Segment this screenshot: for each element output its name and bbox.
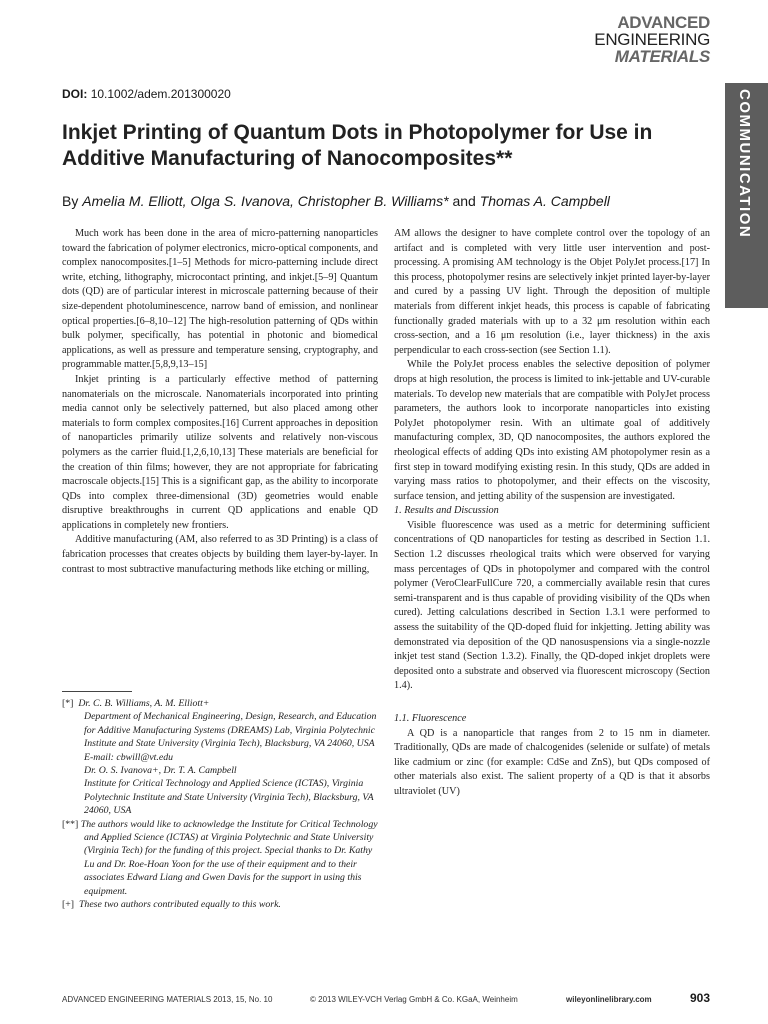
footnote-line: Department of Mechanical Engineering, Design, Research, and Education for Additive Manufacturing Systems (DREAMS) Lab, Virginia Polytechnic Institute and State University (Virginia Tech), Blacksburg, VA 24060, USA: [84, 711, 377, 750]
footnote-divider: [62, 691, 132, 692]
subsection-heading: 1.1. Fluorescence: [394, 713, 467, 724]
byline: [62, 193, 610, 209]
footnote-affiliations: [62, 697, 378, 710]
footnotes: [62, 697, 378, 912]
paragraph: A QD is a nanoparticle that ranges from 2 to 15 nm in diameter. Traditionally, QDs are made of chalcogenides (selenide or sulfate) of metals like cadmium or zinc (for example: CdSe and ZnS), but QDs composed of other materials also exist. The salient property of a QD is that it absorbs ultraviolet (UV): [394, 727, 710, 797]
byline-last-author: Thomas A. Campbell: [479, 193, 610, 209]
footer-journal: ADVANCED ENGINEERING MATERIALS 2013, 15, No. 10: [62, 995, 273, 1004]
journal-logo-line2: ENGINEERING: [594, 30, 710, 49]
paragraph: Additive manufacturing (AM, also referred to as 3D Printing) is a class of fabrication processes that creates objects by building them layer-by-layer. In contrast to most subtractive manufacturing methods like etching or milling,: [62, 534, 378, 575]
article-title: Inkjet Printing of Quantum Dots in Photopolymer for Use in Additive Manufacturing of Nanocomposites**: [62, 121, 653, 170]
paragraph: Inkjet printing is a particularly effective method of patterning nanomaterials on the microscale. Nanomaterials incorporated into printing media cannot only be selectively patterned, but also placed among other materials to form complex composites.[16] Current approaches in deposition of nanoparticles primarily utilize solvents and relatively non-viscous polymers as the carrier fluid.[1,2,6,10,13] These materials are beneficial for the creation of thin films; however, they are not appropriate for fabricating macroscale objects.[15] This is a significant gap, as the ability to incorporate QDs into complex three-dimensional (3D) geometries would enable disruptive breakthroughs in current QD applications and enable QD applications in completely new frontiers.: [62, 373, 378, 531]
byline-names: Amelia M. Elliott, Olga S. Ivanova, Christopher B. Williams*: [82, 193, 449, 209]
byline-by: By: [62, 193, 79, 209]
footnote-line: Dr. O. S. Ivanova+, Dr. T. A. Campbell: [84, 765, 237, 777]
footnote-text: These two authors contributed equally to this work.: [78, 899, 281, 911]
byline-and: and: [448, 193, 480, 209]
footnote-line: Dr. C. B. Williams, A. M. Elliott+: [78, 698, 210, 709]
doi-label: DOI:: [62, 87, 88, 101]
footnote-equal-contribution: [62, 898, 378, 911]
journal-logo-line3: MATERIALS: [614, 47, 710, 66]
paragraph: AM allows the designer to have complete control over the topology of an artifact and is completed with very little user intervention and post-processing. A promising AM technology is the Objet PolyJet process.[17] In this process, photopolymer resins are selectively inkjet printed layer-by-layer and cured by a passing UV light. Through the deposition of multiple materials from different inkjet heads, this process is capable of fabricating functionally graded materials with up to a 32 μm resolution within each cross-section, and a 16 μm resolution (i.e., layer thickness) in the axis perpendicular to each cross-section (see Section 1.1).: [394, 228, 710, 356]
footnote-mark: [*]: [62, 698, 74, 709]
doi-value: 10.1002/adem.201300020: [90, 87, 231, 101]
section-tab-label: COMMUNICATION: [736, 89, 753, 239]
doi: [62, 87, 231, 101]
section-heading: 1. Results and Discussion: [394, 505, 499, 517]
body-column-left: [62, 227, 378, 577]
section-tab: [725, 83, 768, 308]
footnote-mark: [**]: [62, 818, 79, 830]
footer-site[interactable]: wileyonlinelibrary.com: [566, 995, 652, 1004]
paragraph: While the PolyJet process enables the selective deposition of polymer drops at high resolution, the process is limited to ink-jettable and UV-curable materials. To develop new materials that are compatible with PolyJet process parameters, the authors look to incorporate nanoparticles into existing PolyJet photopolymer resin. With an ultimate goal of additively manufacturing complex, 3D, QD nanocomposites, the authors explored the rheological effects of adding QDs into existing AM photopolymer resin as a first step in toward modifying existing resin. In this study, QDs are added in varying mass ratios to photopolymer, and their effects on the viscosity, surface tension, and jetting ability of the suspension are investigated.: [394, 359, 710, 502]
journal-logo: [594, 14, 710, 65]
footnote-acknowledgement: [62, 818, 378, 898]
footnote-text: The authors would like to acknowledge the Institute for Critical Technology and Applied Science (ICTAS) at Virginia Polytechnic and State University (Virginia Tech) for the funding of this project. Special thanks to Dr. Kathy Lu and Dr. Roe-Hoan Yoon for the use of their equipment and to their associates Edward Liang and Gwen Davis for the support in using this equipment.: [80, 818, 378, 897]
footnote-line: Institute for Critical Technology and Applied Science (ICTAS), Virginia Polytechnic Institute and State University (Virginia Tech), Blacksburg, VA 24060, USA: [84, 778, 374, 817]
paragraph: Much work has been done in the area of micro-patterning nanoparticles toward the fabrication of polymer electronics, micro-optical components, and complex nanocomposites.[1–5] Methods for micro-patterning include direct write, etching, lithography, microcontact printing, and inkjet.[5–9] Quantum dots (QD) are of particular interest in microscale patterning because of their size-dependent photoluminescence, narrow band of emission, and nonlinear optical properties.[6–8,10–12] The high-resolution patterning of QDs within bulk polymer, specifically, has potential in photonic and biomedical applications, as well as pressure and temperature sensing, cryptography, and programmable matter.[5,8,9,13–15]: [62, 228, 378, 371]
footnote-mark: [+]: [62, 899, 75, 911]
page-number: 903: [690, 991, 711, 1005]
paragraph: Visible fluorescence was used as a metric for determining sufficient concentrations of QD nanoparticles for testing as described in Section 1.1. Section 1.2 discusses rheological traits which were observed for varying mass percentages of QDs in photopolymer and compared with the control polymer (VeroClearFullCure 720, a commercially available resin that cures semi-transparent and is thus capable of providing visibility of the QDs when cured). Jetting calculations described in Section 1.3.1 were performed to assess the suitability of the QD-doped fluid for inkjetting. Jetting ability was demonstrated via deposition of the QD nanosuspensions via a single-nozzle inkjet test stand (Section 1.3.2). Finally, the QD-doped inkjet droplets were deposited onto a substrate and observed via fluorescent microscopy (Section 1.4).: [394, 519, 710, 692]
body-column-right: [394, 227, 710, 800]
footnote-email: E-mail: cbwill@vt.edu: [84, 751, 173, 763]
footer-copyright: © 2013 WILEY-VCH Verlag GmbH & Co. KGaA, Weinheim: [310, 995, 518, 1004]
journal-logo-line1: ADVANCED: [617, 13, 710, 32]
